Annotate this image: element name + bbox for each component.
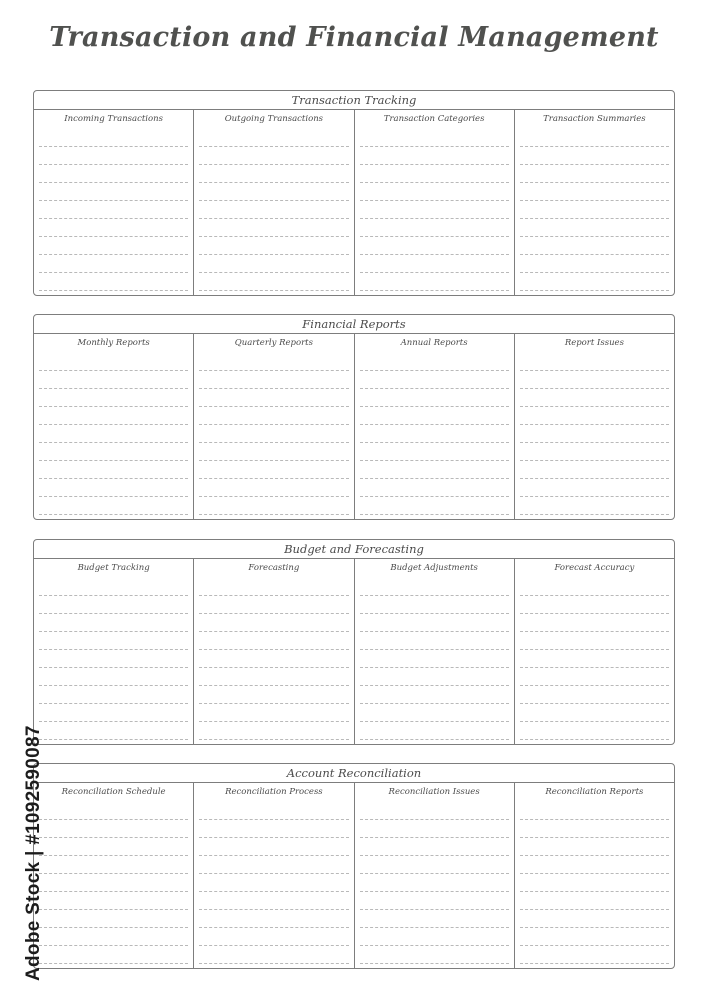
writing-line[interactable] (39, 129, 188, 147)
column-incoming-transactions[interactable] (34, 110, 194, 295)
column-reconciliation-process[interactable] (194, 783, 354, 968)
writing-line[interactable] (199, 407, 348, 425)
writing-line[interactable] (199, 425, 348, 443)
writing-line[interactable] (520, 668, 669, 686)
writing-line[interactable] (199, 255, 348, 273)
writing-line[interactable] (520, 201, 669, 219)
writing-line[interactable] (360, 425, 509, 443)
writing-line[interactable] (520, 443, 669, 461)
writing-line[interactable] (520, 704, 669, 722)
writing-lines[interactable] (199, 353, 348, 519)
writing-line[interactable] (360, 668, 509, 686)
writing-line[interactable] (360, 165, 509, 183)
column-reconciliation-issues[interactable] (355, 783, 515, 968)
writing-line[interactable] (520, 165, 669, 183)
writing-lines[interactable] (39, 129, 188, 295)
column-report-issues[interactable] (515, 334, 674, 519)
section-columns (34, 559, 674, 744)
writing-line[interactable] (199, 704, 348, 722)
column-header: Quarterly Reports (234, 338, 313, 348)
section-columns (34, 110, 674, 295)
column-annual-reports[interactable] (355, 334, 515, 519)
writing-line[interactable] (360, 147, 509, 165)
writing-lines[interactable] (39, 353, 188, 519)
column-budget-adjustments[interactable] (355, 559, 515, 744)
writing-line[interactable] (520, 497, 669, 515)
writing-line[interactable] (39, 165, 188, 183)
writing-line[interactable] (39, 928, 188, 946)
writing-line[interactable] (520, 910, 669, 928)
section-title: Transaction Tracking (34, 91, 674, 110)
writing-line[interactable] (360, 353, 509, 371)
writing-line[interactable] (39, 838, 188, 856)
writing-lines[interactable] (199, 802, 348, 968)
writing-line[interactable] (520, 147, 669, 165)
writing-line[interactable] (360, 946, 509, 964)
column-header: Transaction Categories (383, 114, 485, 124)
writing-line[interactable] (360, 237, 509, 255)
writing-line[interactable] (199, 596, 348, 614)
column-reconciliation-reports[interactable] (515, 783, 674, 968)
writing-line[interactable] (199, 461, 348, 479)
writing-line[interactable] (360, 497, 509, 515)
writing-line[interactable] (199, 874, 348, 892)
writing-line[interactable] (39, 497, 188, 515)
column-header: Outgoing Transactions (224, 114, 324, 124)
writing-lines[interactable] (520, 353, 669, 519)
writing-lines[interactable] (39, 578, 188, 744)
writing-line[interactable] (360, 820, 509, 838)
writing-line[interactable] (520, 479, 669, 497)
column-monthly-reports[interactable] (34, 334, 194, 519)
writing-line[interactable] (39, 820, 188, 838)
writing-lines[interactable] (360, 129, 509, 295)
writing-line[interactable] (520, 614, 669, 632)
writing-line[interactable] (39, 183, 188, 201)
writing-line[interactable] (39, 892, 188, 910)
writing-line[interactable] (360, 389, 509, 407)
writing-line[interactable] (520, 596, 669, 614)
column-quarterly-reports[interactable] (194, 334, 354, 519)
writing-line[interactable] (199, 668, 348, 686)
section-title: Financial Reports (34, 315, 674, 334)
section-account-reconciliation (33, 763, 675, 969)
writing-line[interactable] (199, 722, 348, 740)
writing-lines[interactable] (39, 802, 188, 968)
writing-line[interactable] (199, 165, 348, 183)
writing-line[interactable] (39, 614, 188, 632)
writing-line[interactable] (39, 479, 188, 497)
writing-line[interactable] (520, 686, 669, 704)
writing-line[interactable] (520, 461, 669, 479)
column-outgoing-transactions[interactable] (194, 110, 354, 295)
writing-line[interactable] (520, 219, 669, 237)
writing-line[interactable] (39, 874, 188, 892)
writing-line[interactable] (360, 371, 509, 389)
writing-line[interactable] (199, 389, 348, 407)
writing-line[interactable] (39, 578, 188, 596)
writing-line[interactable] (199, 497, 348, 515)
writing-lines[interactable] (360, 578, 509, 744)
writing-line[interactable] (360, 578, 509, 596)
writing-line[interactable] (199, 686, 348, 704)
writing-line[interactable] (39, 722, 188, 740)
writing-line[interactable] (360, 129, 509, 147)
column-transaction-categories[interactable] (355, 110, 515, 295)
writing-line[interactable] (360, 479, 509, 497)
column-header: Reconciliation Issues (388, 787, 480, 797)
column-header: Budget Adjustments (390, 563, 478, 573)
section-title: Budget and Forecasting (34, 540, 674, 559)
writing-line[interactable] (199, 237, 348, 255)
writing-line[interactable] (199, 183, 348, 201)
writing-line[interactable] (199, 802, 348, 820)
writing-line[interactable] (39, 443, 188, 461)
writing-line[interactable] (360, 928, 509, 946)
writing-line[interactable] (360, 219, 509, 237)
writing-lines[interactable] (520, 802, 669, 968)
stock-watermark: Adobe Stock | #1092590087 (23, 725, 44, 981)
writing-line[interactable] (199, 443, 348, 461)
writing-line[interactable] (39, 856, 188, 874)
page-title: Transaction and Financial Management (49, 22, 659, 53)
writing-line[interactable] (39, 632, 188, 650)
writing-line[interactable] (520, 802, 669, 820)
column-header: Annual Reports (400, 338, 468, 348)
writing-line[interactable] (520, 892, 669, 910)
writing-line[interactable] (39, 686, 188, 704)
writing-line[interactable] (199, 129, 348, 147)
writing-line[interactable] (39, 371, 188, 389)
writing-line[interactable] (520, 874, 669, 892)
column-forecasting[interactable] (194, 559, 354, 744)
column-header: Report Issues (564, 338, 624, 348)
writing-line[interactable] (360, 856, 509, 874)
writing-line[interactable] (360, 802, 509, 820)
writing-line[interactable] (39, 147, 188, 165)
writing-line[interactable] (39, 273, 188, 291)
writing-line[interactable] (520, 255, 669, 273)
writing-line[interactable] (360, 910, 509, 928)
writing-lines[interactable] (360, 802, 509, 968)
writing-line[interactable] (199, 892, 348, 910)
writing-lines[interactable] (199, 578, 348, 744)
writing-line[interactable] (360, 273, 509, 291)
writing-line[interactable] (39, 910, 188, 928)
writing-line[interactable] (199, 578, 348, 596)
writing-line[interactable] (360, 183, 509, 201)
writing-line[interactable] (39, 255, 188, 273)
writing-line[interactable] (39, 946, 188, 964)
writing-line[interactable] (360, 874, 509, 892)
writing-line[interactable] (199, 910, 348, 928)
writing-line[interactable] (520, 632, 669, 650)
section-title: Account Reconciliation (34, 764, 674, 783)
writing-line[interactable] (360, 632, 509, 650)
writing-line[interactable] (39, 461, 188, 479)
writing-line[interactable] (520, 353, 669, 371)
writing-line[interactable] (39, 353, 188, 371)
writing-line[interactable] (39, 407, 188, 425)
writing-lines[interactable] (360, 353, 509, 519)
section-financial-reports (33, 314, 675, 520)
column-header: Reconciliation Reports (545, 787, 644, 797)
column-header: Monthly Reports (77, 338, 150, 348)
writing-line[interactable] (360, 892, 509, 910)
writing-line[interactable] (199, 353, 348, 371)
section-transaction-tracking (33, 90, 675, 296)
writing-line[interactable] (360, 461, 509, 479)
writing-line[interactable] (199, 219, 348, 237)
writing-line[interactable] (199, 371, 348, 389)
writing-line[interactable] (520, 371, 669, 389)
writing-lines[interactable] (520, 578, 669, 744)
writing-lines[interactable] (520, 129, 669, 295)
column-header: Forecasting (248, 563, 300, 573)
writing-line[interactable] (520, 425, 669, 443)
writing-line[interactable] (199, 856, 348, 874)
writing-line[interactable] (520, 273, 669, 291)
column-header: Transaction Summaries (543, 114, 646, 124)
writing-line[interactable] (39, 425, 188, 443)
writing-line[interactable] (360, 443, 509, 461)
writing-line[interactable] (199, 614, 348, 632)
writing-line[interactable] (520, 820, 669, 838)
writing-line[interactable] (199, 632, 348, 650)
writing-line[interactable] (39, 219, 188, 237)
writing-line[interactable] (520, 946, 669, 964)
writing-line[interactable] (360, 686, 509, 704)
writing-line[interactable] (39, 596, 188, 614)
writing-line[interactable] (360, 838, 509, 856)
column-transaction-summaries[interactable] (515, 110, 674, 295)
writing-line[interactable] (39, 802, 188, 820)
writing-line[interactable] (520, 856, 669, 874)
writing-line[interactable] (360, 704, 509, 722)
writing-line[interactable] (199, 946, 348, 964)
writing-line[interactable] (520, 407, 669, 425)
writing-line[interactable] (39, 237, 188, 255)
writing-line[interactable] (520, 389, 669, 407)
writing-line[interactable] (199, 273, 348, 291)
writing-line[interactable] (39, 704, 188, 722)
section-columns (34, 334, 674, 519)
writing-line[interactable] (199, 479, 348, 497)
writing-line[interactable] (39, 201, 188, 219)
column-header: Forecast Accuracy (554, 563, 635, 573)
writing-line[interactable] (520, 578, 669, 596)
writing-line[interactable] (39, 668, 188, 686)
column-header: Budget Tracking (77, 563, 150, 573)
writing-line[interactable] (199, 650, 348, 668)
writing-line[interactable] (520, 237, 669, 255)
writing-line[interactable] (199, 147, 348, 165)
column-header: Incoming Transactions (64, 114, 163, 124)
writing-line[interactable] (360, 722, 509, 740)
writing-line[interactable] (360, 614, 509, 632)
writing-line[interactable] (520, 650, 669, 668)
writing-line[interactable] (199, 201, 348, 219)
writing-line[interactable] (39, 650, 188, 668)
writing-line[interactable] (360, 407, 509, 425)
writing-line[interactable] (520, 928, 669, 946)
writing-line[interactable] (520, 183, 669, 201)
section-columns (34, 783, 674, 968)
writing-line[interactable] (360, 596, 509, 614)
column-reconciliation-schedule[interactable] (34, 783, 194, 968)
writing-line[interactable] (199, 928, 348, 946)
column-header: Reconciliation Process (225, 787, 323, 797)
column-header: Reconciliation Schedule (61, 787, 166, 797)
writing-line[interactable] (199, 820, 348, 838)
writing-line[interactable] (520, 838, 669, 856)
writing-line[interactable] (360, 201, 509, 219)
writing-line[interactable] (520, 722, 669, 740)
writing-lines[interactable] (199, 129, 348, 295)
writing-line[interactable] (520, 129, 669, 147)
column-forecast-accuracy[interactable] (515, 559, 674, 744)
writing-line[interactable] (199, 838, 348, 856)
writing-line[interactable] (360, 650, 509, 668)
writing-line[interactable] (39, 389, 188, 407)
column-budget-tracking[interactable] (34, 559, 194, 744)
writing-line[interactable] (360, 255, 509, 273)
section-budget-and-forecasting (33, 539, 675, 745)
